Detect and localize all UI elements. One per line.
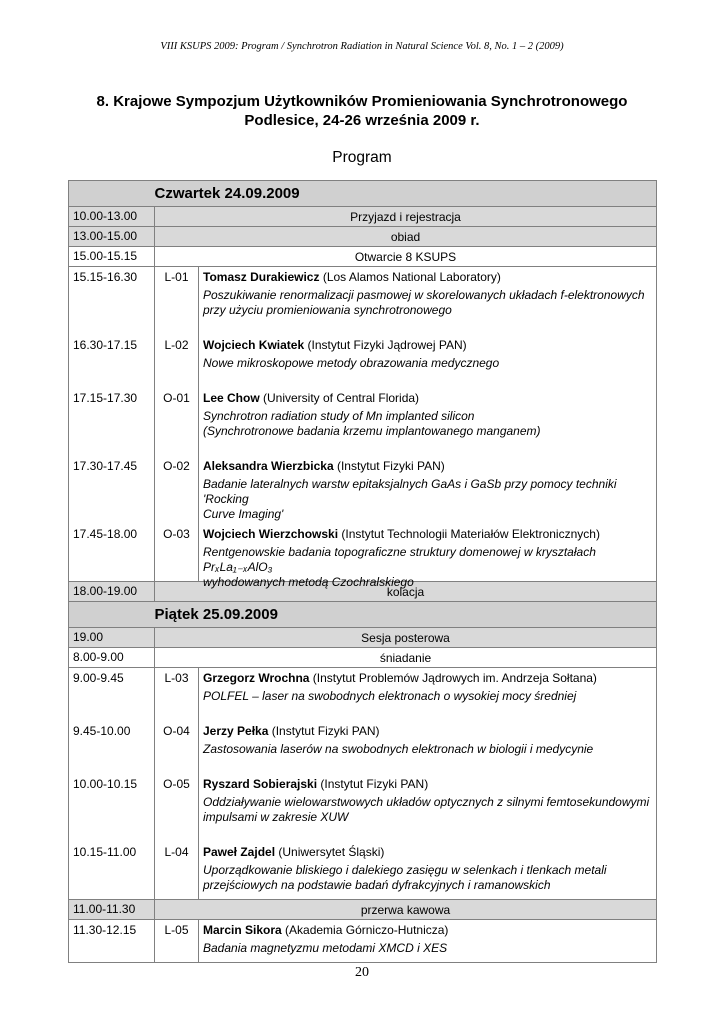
event-label: przerwa kawowa <box>155 900 657 920</box>
talk-title-line: Badania magnetyzmu metodami XMCD i XES <box>203 941 448 955</box>
talk-times-cell <box>69 668 155 900</box>
event-row <box>69 247 657 267</box>
event-time: 13.00-15.00 <box>69 227 155 247</box>
speaker-name: Wojciech Kwiatek <box>203 338 305 352</box>
speaker-name: Wojciech Wierzchowski <box>203 527 339 541</box>
event-label: obiad <box>155 227 657 247</box>
speaker-name: Grzegorz Wrochna <box>203 671 310 685</box>
talk-title-line: Synchrotron radiation study of Mn implanted silicon <box>203 409 475 423</box>
talk-title <box>203 288 652 318</box>
speaker-name: Marcin Sikora <box>203 923 282 937</box>
talk-title <box>203 356 652 371</box>
speaker-name: Paweł Zajdel <box>203 845 276 859</box>
talk-time: 11.30-12.15 <box>73 923 137 937</box>
talk-entry <box>203 845 652 893</box>
talk-code: L-04 <box>164 845 189 859</box>
talk-details-cell <box>199 267 657 589</box>
talk-title-line: Badanie lateralnych warstw epitaksjalnych GaAs i GaSb przy pomocy techniki 'Rocking <box>203 477 617 506</box>
day-row <box>69 181 657 207</box>
talk-block-row <box>69 668 657 900</box>
event-time: 18.00-19.00 <box>69 582 155 602</box>
talk-entry <box>203 267 652 318</box>
talk-entry <box>203 920 652 956</box>
talk-title-line: wyhodowanych metodą Czochralskiego <box>203 575 414 589</box>
talk-title-line: przejściowych na podstawie badań dyfrakcyjnych i ramanowskich <box>203 878 551 892</box>
talk-time: 10.00-10.15 <box>73 777 138 791</box>
speaker-affiliation: (Uniwersytet Śląski) <box>275 845 385 859</box>
talk-code: L-03 <box>164 671 189 685</box>
talk-time: 15.15-16.30 <box>73 270 138 284</box>
speaker-affiliation: (Instytut Problemów Jądrowych im. Andrzeja Sołtana) <box>309 671 597 685</box>
speaker-affiliation: (University of Central Florida) <box>259 391 420 405</box>
event-time: 15.00-15.15 <box>69 247 155 267</box>
talk-code: L-05 <box>164 923 189 937</box>
talk-title-line: Uporządkowanie bliskiego i dalekiego zasięgu w selenkach i tlenkach metali <box>203 863 607 877</box>
talk-title-line: Poszukiwanie renormalizacji pasmowej w skorelowanych układach f-elektronowych <box>203 288 645 302</box>
speaker-name: Ryszard Sobierajski <box>203 777 318 791</box>
talk-time: 9.00-9.45 <box>73 671 124 685</box>
talk-entry <box>203 338 652 371</box>
program-heading: Program <box>332 149 392 166</box>
talk-time: 10.15-11.00 <box>73 845 137 859</box>
talk-time: 17.15-17.30 <box>73 391 138 405</box>
event-time: 11.00-11.30 <box>69 900 155 920</box>
talk-time: 17.45-18.00 <box>73 527 138 541</box>
event-time: 8.00-9.00 <box>69 648 155 668</box>
event-label: Sesja posterowa <box>155 628 657 648</box>
talk-title <box>203 863 652 893</box>
speaker-affiliation: (Akademia Górniczo-Hutnicza) <box>281 923 449 937</box>
talk-title-line: Zastosowania laserów na swobodnych elektronach w biologii i medycynie <box>203 742 594 756</box>
talk-title <box>203 477 652 522</box>
event-row <box>69 207 657 227</box>
speaker-affiliation: (Instytut Fizyki PAN) <box>333 459 445 473</box>
talk-title <box>203 742 652 757</box>
talk-title-line: Nowe mikroskopowe metody obrazowania medycznego <box>203 356 500 370</box>
talk-codes-cell <box>155 920 199 963</box>
talk-title-line: przy użyciu promieniowania synchrotronowego <box>203 303 452 317</box>
speaker-affiliation: (Instytut Fizyki Jądrowej PAN) <box>304 338 467 352</box>
event-time: 19.00 <box>69 628 155 648</box>
talk-code: L-02 <box>164 338 189 352</box>
day-label: Czwartek 24.09.2009 <box>155 181 657 207</box>
event-label: kolacja <box>155 582 657 602</box>
talk-entry <box>203 668 652 704</box>
event-row <box>69 628 657 648</box>
day-row <box>69 602 657 628</box>
talk-entry <box>203 527 652 589</box>
talk-code: O-02 <box>163 459 190 473</box>
talk-title-line: impulsami w zakresie XUW <box>203 810 349 824</box>
title-line-2: Podlesice, 24-26 września 2009 r. <box>244 112 480 129</box>
talk-title-line: (Synchrotronowe badania krzemu implantowanego manganem) <box>203 424 541 438</box>
running-header: VIII KSUPS 2009: Program / Synchrotron Radiation in Natural Science Vol. 8, No. 1 – 2 (2009) <box>160 41 564 52</box>
talk-time: 16.30-17.15 <box>73 338 138 352</box>
talk-code: O-05 <box>163 777 190 791</box>
talk-title <box>203 941 652 956</box>
talk-code: O-03 <box>163 527 190 541</box>
speaker-affiliation: (Los Alamos National Laboratory) <box>319 270 501 284</box>
talk-title <box>203 409 652 439</box>
speaker-affiliation: (Instytut Fizyki PAN) <box>268 724 380 738</box>
talk-title-line: Oddziaływanie wielowarstwowych układów optycznych z silnymi femtosekundowymi <box>203 795 650 809</box>
talk-title-line: POLFEL – laser na swobodnych elektronach o wysokiej mocy średniej <box>203 689 577 703</box>
talk-entry <box>203 724 652 757</box>
talk-entry <box>203 777 652 825</box>
talk-codes-cell <box>155 267 199 582</box>
talk-title <box>203 689 652 704</box>
talk-codes-cell <box>155 668 199 900</box>
talk-times-cell <box>69 920 155 963</box>
talk-block-row <box>69 920 657 963</box>
event-time: 10.00-13.00 <box>69 207 155 227</box>
event-row <box>69 648 657 668</box>
page-number: 20 <box>355 965 369 980</box>
talk-time: 9.45-10.00 <box>73 724 131 738</box>
event-label: Przyjazd i rejestracja <box>155 207 657 227</box>
talk-entry <box>203 391 652 439</box>
talk-title-line: Rentgenowskie badania topograficzne struktury domenowej w kryształach PrₓLa₁₋ₓAlO₃ <box>203 545 596 574</box>
speaker-affiliation: (Instytut Technologii Materiałów Elektronicznych) <box>338 527 600 541</box>
document-title <box>0 92 724 130</box>
speaker-name: Lee Chow <box>203 391 260 405</box>
event-label: śniadanie <box>155 648 657 668</box>
title-line-1: 8. Krajowe Sympozjum Użytkowników Promieniowania Synchrotronowego <box>96 93 628 110</box>
schedule-table <box>68 180 657 963</box>
event-row <box>69 227 657 247</box>
event-label: Otwarcie 8 KSUPS <box>155 247 657 267</box>
talk-code: L-01 <box>164 270 189 284</box>
talk-details-cell <box>199 668 657 900</box>
day-label: Piątek 25.09.2009 <box>155 602 657 628</box>
speaker-affiliation: (Instytut Fizyki PAN) <box>317 777 429 791</box>
talk-time: 17.30-17.45 <box>73 459 138 473</box>
talk-entry <box>203 459 652 521</box>
talk-code: O-01 <box>163 391 190 405</box>
speaker-name: Jerzy Pełka <box>203 724 269 738</box>
speaker-name: Tomasz Durakiewicz <box>203 270 320 284</box>
talk-times-cell <box>69 267 155 582</box>
talk-code: O-04 <box>163 724 190 738</box>
talk-details-cell <box>199 920 657 963</box>
speaker-name: Aleksandra Wierzbicka <box>203 459 334 473</box>
talk-title <box>203 795 652 825</box>
talk-block-row <box>69 267 657 582</box>
talk-title-line: Curve Imaging' <box>203 507 284 521</box>
event-row <box>69 900 657 920</box>
